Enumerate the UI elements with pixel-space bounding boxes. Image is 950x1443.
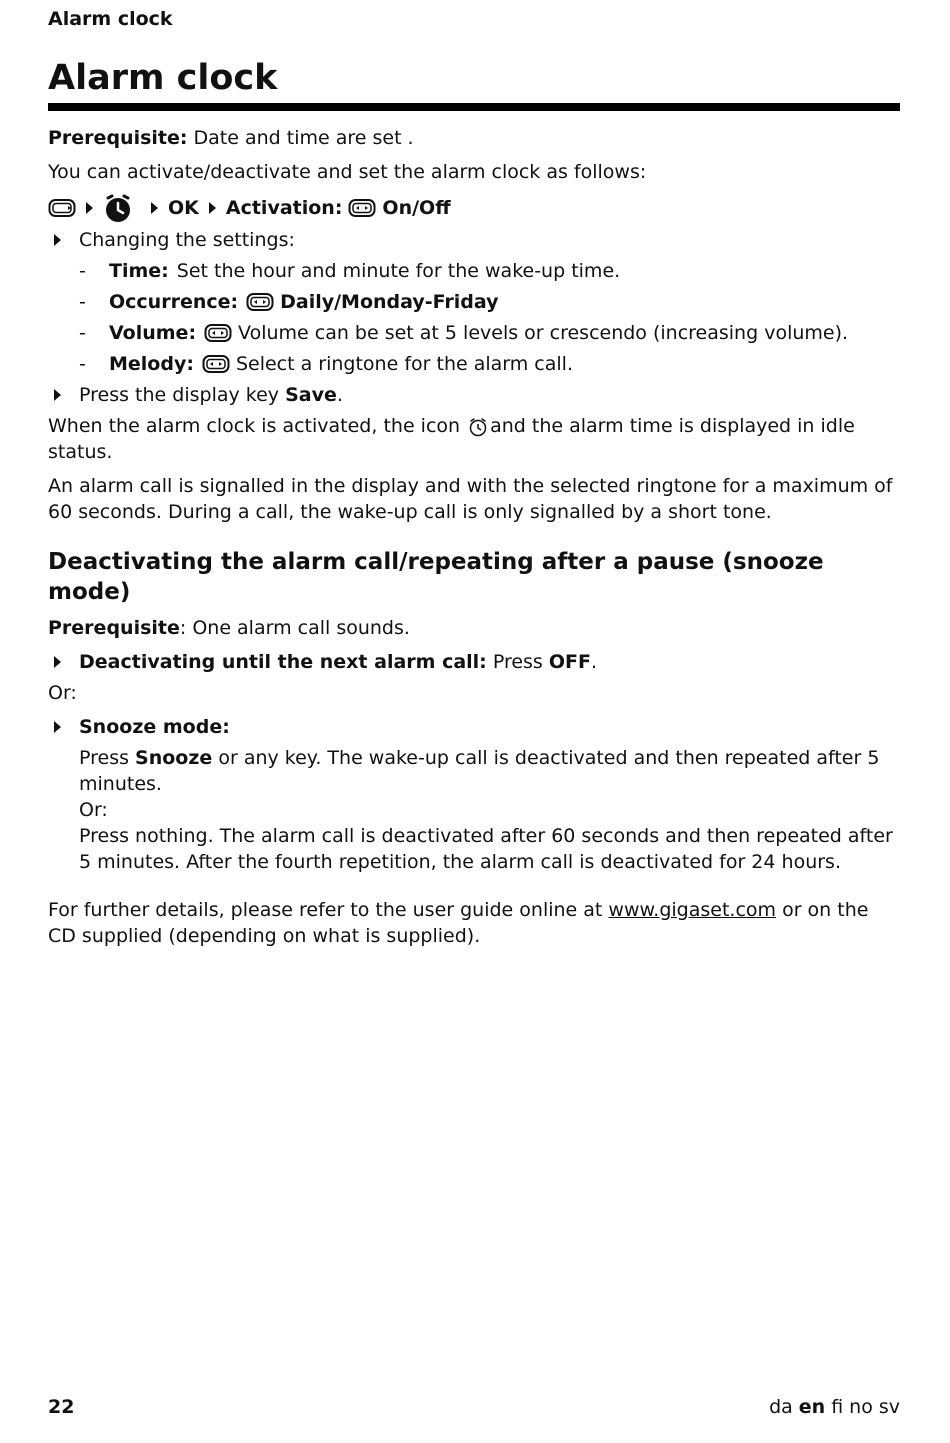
- menu-key-icon: [48, 198, 76, 218]
- off-key: OFF: [548, 651, 591, 673]
- arrow-icon: [86, 202, 93, 214]
- snooze-label: Snooze mode:: [79, 716, 230, 738]
- arrow-icon: [54, 389, 61, 401]
- idle-paragraph: [48, 413, 900, 465]
- setting-label: Melody:: [109, 353, 194, 375]
- deactivate-step: [48, 649, 900, 675]
- arrow-icon: [151, 202, 158, 214]
- document-page: [48, 0, 900, 1443]
- changing-settings-text: Changing the settings:: [79, 229, 295, 251]
- save-step: [48, 382, 900, 408]
- snooze-key: Snooze: [135, 747, 213, 769]
- changing-settings-step: [48, 227, 900, 253]
- prerequisite-text: Date and time are set .: [187, 127, 414, 149]
- arrow-icon: [54, 656, 61, 668]
- setting-label: Occurrence:: [109, 291, 239, 313]
- page-title: Alarm clock: [48, 58, 278, 98]
- control-key-icon: [348, 198, 376, 218]
- snooze-text: or any key. The wake-up call is deactivated and then repeated after 5 minutes.: [79, 747, 880, 795]
- language-no: no: [849, 1396, 873, 1418]
- section-prerequisite: [48, 615, 900, 641]
- activation-value: On/Off: [382, 197, 451, 219]
- idle-text-before: When the alarm clock is activated, the icon: [48, 415, 467, 437]
- snooze-step: [48, 714, 900, 740]
- deactivate-press: Press: [486, 651, 549, 673]
- control-key-icon: [202, 354, 230, 374]
- control-key-icon: [246, 292, 274, 312]
- main-content: [48, 125, 900, 957]
- language-fi: fi: [831, 1396, 844, 1418]
- save-step-prefix: Press the display key: [79, 384, 286, 406]
- language-da: da: [769, 1396, 793, 1418]
- page-number: 22: [48, 1396, 75, 1418]
- setting-item-time: - Time: Set the hour and minute for the wake-up time.: [79, 260, 621, 282]
- setting-label: Volume:: [109, 322, 197, 344]
- ok-key: OK: [168, 197, 199, 219]
- title-rule: [48, 103, 900, 111]
- arrow-icon: [209, 202, 216, 214]
- arrow-icon: [54, 234, 61, 246]
- or-separator: Or:: [48, 682, 77, 704]
- further-details-paragraph: [48, 897, 900, 949]
- language-en: en: [798, 1396, 826, 1418]
- alarm-clock-outline-icon: [468, 417, 488, 437]
- prerequisite-label: Prerequisite:: [48, 127, 188, 149]
- setting-text: Set the hour and minute for the wake-up time.: [176, 260, 621, 282]
- menu-path: [48, 193, 900, 223]
- setting-text: Daily/Monday-Friday: [280, 291, 499, 313]
- language-list: [763, 1394, 900, 1420]
- setting-label: Time:: [109, 260, 169, 282]
- further-after: or on the CD supplied (depending on what is supplied).: [48, 899, 869, 947]
- deactivate-end: .: [591, 651, 598, 673]
- gigaset-link[interactable]: www.gigaset.com: [608, 899, 777, 921]
- setting-text: Select a ringtone for the alarm call.: [235, 353, 573, 375]
- idle-text-after: and the alarm time is displayed in idle status.: [48, 415, 855, 463]
- prerequisite-label: Prerequisite: [48, 617, 180, 639]
- save-key: Save: [285, 384, 337, 406]
- prerequisite-text: : One alarm call sounds.: [179, 617, 410, 639]
- press-nothing-text: Press nothing. The alarm call is deactivated after 60 seconds and then repeated after 5 minutes. After the fourth repetition, the alarm call is deactivated for 24 hours.: [79, 825, 893, 873]
- language-sv: sv: [878, 1396, 900, 1418]
- alarm-clock-icon: [103, 193, 133, 223]
- arrow-icon: [54, 721, 61, 733]
- running-head: Alarm clock: [48, 8, 173, 30]
- control-key-icon: [204, 323, 232, 343]
- signal-paragraph: An alarm call is signalled in the display and with the selected ringtone for a maximum of 60 seconds. During a call, the wake-up call is only signalled by a short tone.: [48, 475, 893, 523]
- snooze-press: Press: [79, 747, 136, 769]
- setting-item-occurrence: - Occurrence: Daily/Monday-Friday: [79, 291, 499, 313]
- activation-label: Activation:: [225, 197, 343, 219]
- section-heading: Deactivating the alarm call/repeating after a pause (snooze mode): [48, 549, 824, 605]
- snooze-or: Or:: [79, 799, 108, 821]
- further-before: For further details, please refer to the user guide online at: [48, 899, 609, 921]
- setting-item-melody: - Melody: Select a ringtone for the alarm call.: [79, 353, 573, 375]
- deactivate-label: Deactivating until the next alarm call:: [79, 651, 487, 673]
- setting-text: Volume can be set at 5 levels or crescendo (increasing volume).: [238, 322, 849, 344]
- snooze-details: [79, 745, 900, 875]
- prerequisite-paragraph: [48, 125, 900, 151]
- snooze-press-line: [79, 745, 900, 797]
- how-to-paragraph: You can activate/deactivate and set the alarm clock as follows:: [48, 161, 647, 183]
- save-step-suffix: .: [336, 384, 343, 406]
- setting-item-volume: - Volume: Volume can be set at 5 levels or crescendo (increasing volume).: [79, 322, 849, 344]
